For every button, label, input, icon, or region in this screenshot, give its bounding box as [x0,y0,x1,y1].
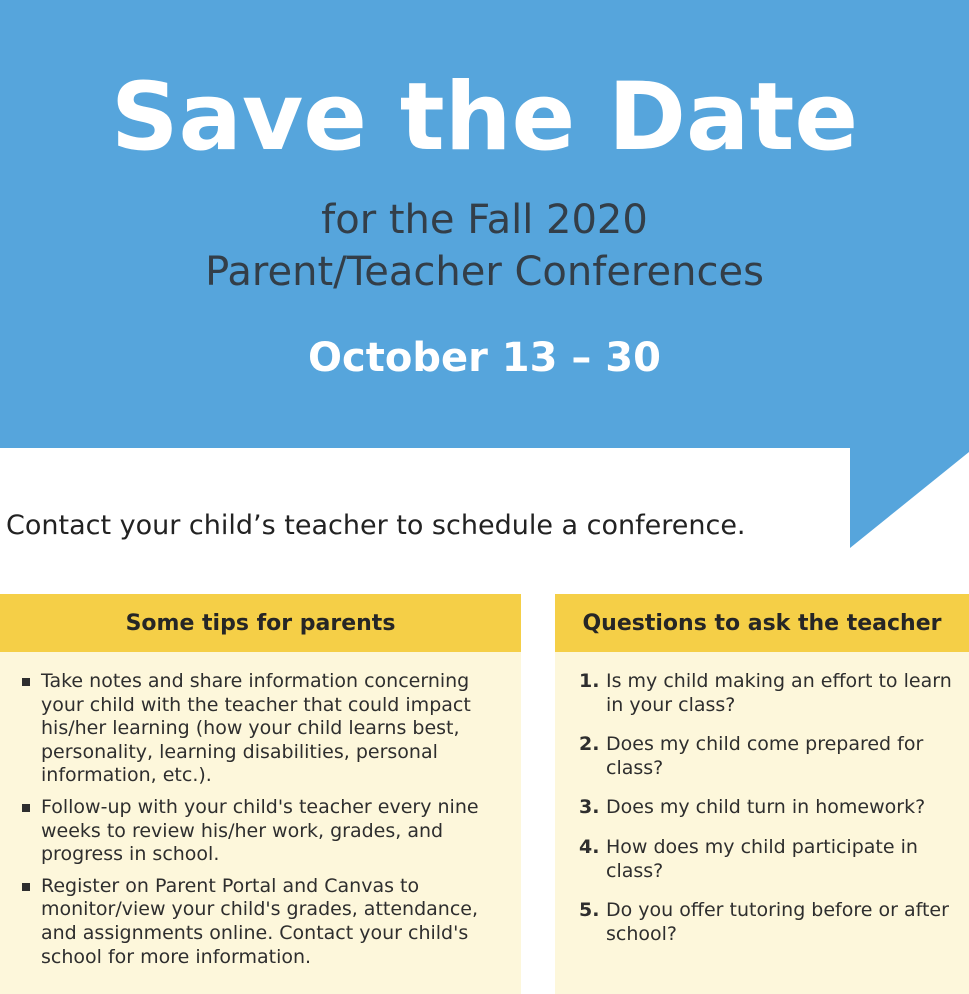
question-text: Do you offer tutoring before or after school? [606,899,949,945]
list-item [22,796,511,867]
question-number: 1. [579,670,600,692]
subtitle [0,194,969,298]
subtitle-line-2: Parent/Teacher Conferences [205,249,764,295]
question-text: Is my child making an effort to learn in your class? [606,670,952,716]
list-item [579,796,965,820]
square-bullet-icon [22,804,30,812]
contact-instruction: Contact your child’s teacher to schedule a conference. [6,510,746,541]
conference-dates: October 13 – 30 [308,335,661,381]
square-bullet-icon [22,678,30,686]
question-text: Does my child turn in homework? [606,796,926,819]
tip-text: Register on Parent Portal and Canvas to monitor/view your child's grades, attendance, and assignments online. Contact your child's school for more information. [41,874,478,968]
subtitle-line-1: for the Fall 2020 [321,197,648,243]
questions-heading: Questions to ask the teacher [555,594,969,652]
list-item [579,670,965,717]
question-number: 5. [579,899,600,922]
questions-list [555,652,969,946]
tip-text: Follow-up with your child's teacher every nine weeks to review his/her work, grades, and progress in school. [41,795,479,866]
question-number: 3. [579,796,600,819]
list-item [579,836,965,883]
question-number: 4. [579,835,600,858]
questions-panel [555,594,969,994]
square-bullet-icon [22,883,30,891]
list-item [22,670,511,788]
question-text: How does my child participate in class? [606,835,918,882]
list-item [579,899,965,946]
tips-heading: Some tips for parents [0,594,521,652]
list-item [579,733,965,780]
tips-panel [0,594,521,994]
page-title: Save the Date [110,63,859,172]
tip-text: Take notes and share information concerning your child with the teacher that could impact his/her learning (how your child learns best, personality, learning disabilities, personal information, etc.). [41,670,471,787]
tips-list [0,652,521,969]
question-number: 2. [579,733,600,756]
list-item [22,875,511,969]
question-text: Does my child come prepared for class? [606,733,924,779]
